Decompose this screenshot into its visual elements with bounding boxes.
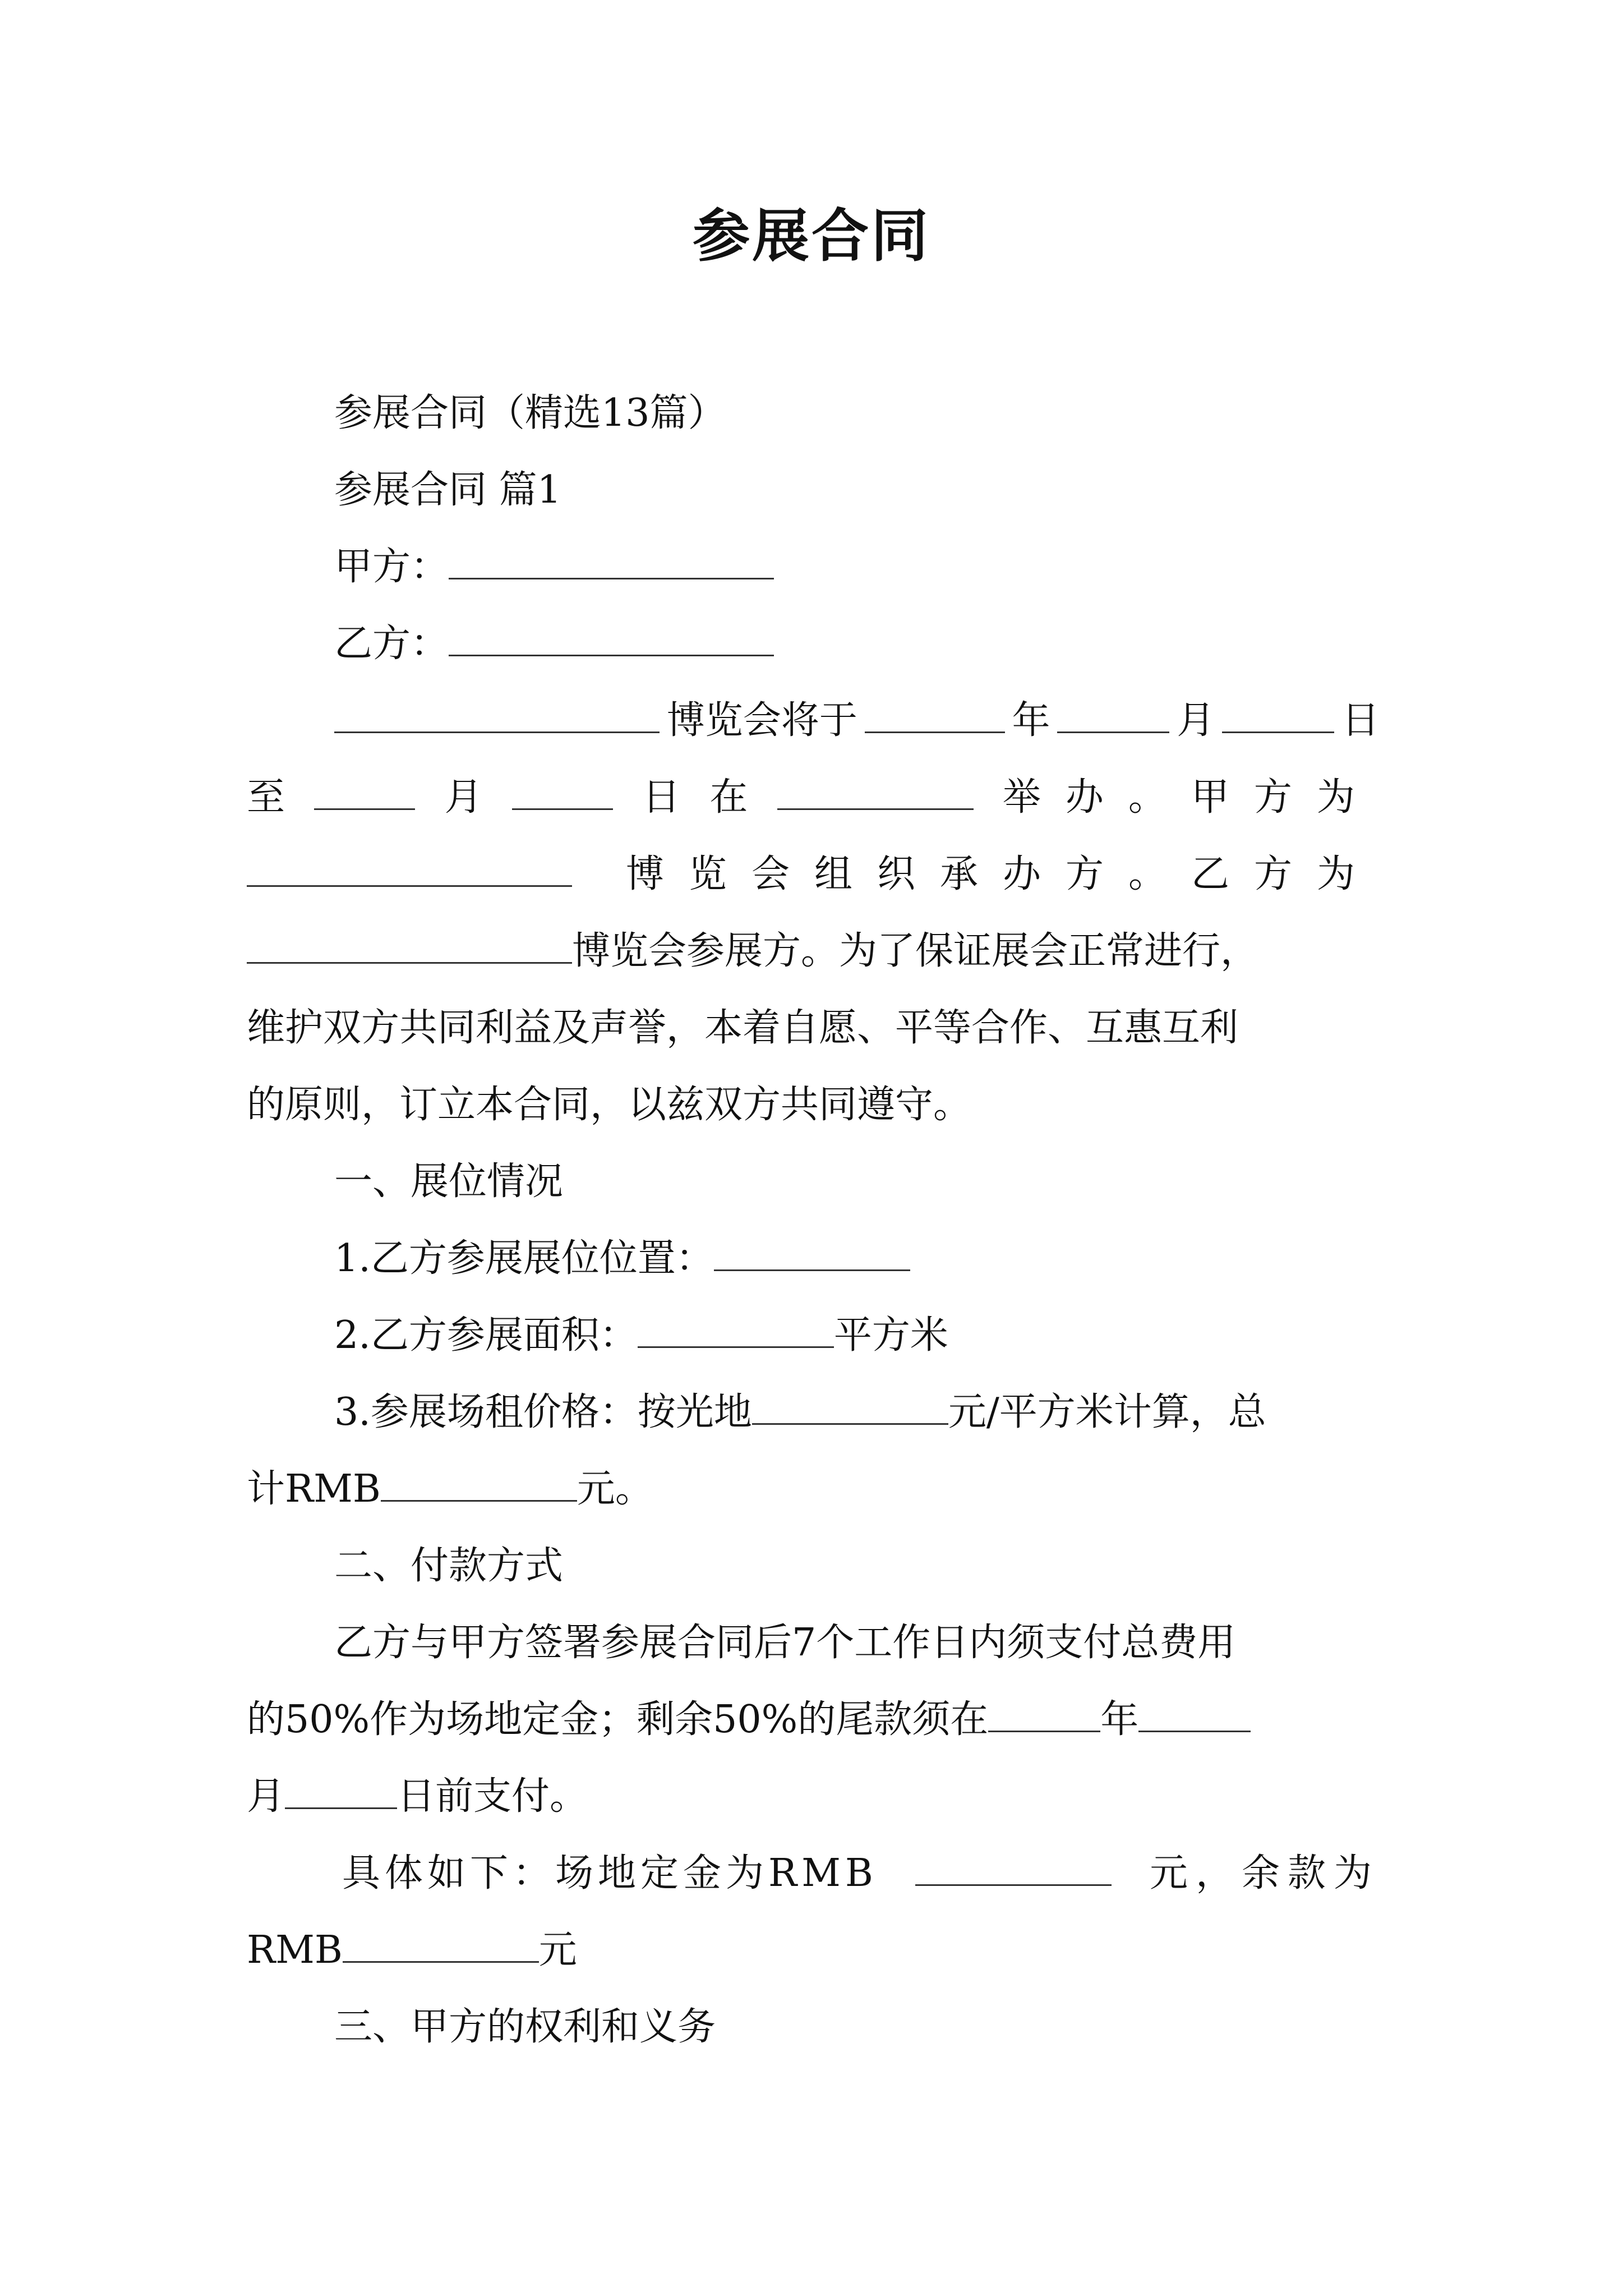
end-day-text: 日 [642, 775, 681, 820]
end-month-text: 月 [444, 775, 483, 820]
balance-month-text: 月 [247, 1774, 285, 1819]
held-text: 举办。甲方为 [1002, 775, 1380, 820]
payment-line-1: 乙方与甲方签署参展合同后7个工作日内须支付总费用 [334, 1621, 1236, 1665]
exhibitor-blank [247, 928, 572, 964]
deposit-blank [915, 1851, 1112, 1886]
year-text: 年 [1012, 698, 1050, 743]
section-3-heading: 三、甲方的权利和义务 [334, 2005, 716, 2049]
booth-location-blank [714, 1236, 910, 1271]
total-suffix: 元。 [577, 1467, 653, 1511]
start-day-blank [1222, 698, 1334, 733]
party-a-blank [449, 544, 774, 579]
area-blank [638, 1313, 834, 1348]
item-2-label: 2.乙方参展面积： [334, 1313, 638, 1358]
document-title: 参展合同 [693, 203, 930, 270]
payment-line-3-rest: 日前支付。 [397, 1774, 588, 1819]
payment-line-3 [247, 1758, 1380, 1835]
venue-blank [777, 775, 974, 810]
document-subtitle: 参展合同（精选13篇） [334, 391, 726, 435]
detail-line-2 [247, 1912, 1380, 1989]
intro-line-4 [247, 913, 1380, 990]
intro-line-5: 维护双方共同利益及声誉，本着自愿、平等合作、互惠互利 [247, 1006, 1239, 1050]
balance-amount-blank [343, 1927, 539, 1963]
section-2-heading: 二、付款方式 [334, 1544, 564, 1588]
document-body [247, 375, 1380, 2065]
intro-line-2 [247, 759, 1380, 836]
balance-year-blank [988, 1697, 1100, 1732]
item-1-line [247, 1220, 1380, 1297]
balance-year-text: 年 [1100, 1697, 1139, 1742]
fair-will-text: 博览会将于 [666, 698, 857, 743]
section-1-heading: 一、展位情况 [334, 1159, 564, 1204]
day-text: 日 [1341, 698, 1380, 743]
item-3-total-line [247, 1451, 1380, 1527]
item-3-label: 3.参展场租价格：按光地 [334, 1390, 752, 1434]
start-year-blank [865, 698, 1005, 733]
balance-text: 元，余款为 [1149, 1851, 1380, 1895]
party-a-line [247, 528, 1380, 605]
intro-line-1 [247, 682, 1380, 759]
total-prefix: 计RMB [247, 1467, 381, 1511]
deposit-text: 具体如下：场地定金为RMB [342, 1851, 878, 1895]
fair-name-blank [334, 698, 660, 733]
item-2-unit: 平方米 [833, 1313, 948, 1358]
party-b-line [247, 605, 1380, 682]
balance-month-blank [1138, 1697, 1251, 1732]
total-blank [381, 1466, 577, 1502]
intro-line-6: 的原则，订立本合同，以兹双方共同遵守。 [247, 1083, 972, 1127]
item-1-label: 1.乙方参展展位位置： [334, 1236, 714, 1281]
detail-rmb: RMB [247, 1928, 343, 1972]
month-text: 月 [1177, 698, 1215, 743]
payment-line-2 [247, 1681, 1380, 1758]
end-month-blank [314, 775, 415, 810]
intro-line-3 [247, 836, 1380, 913]
organizer-blank [247, 852, 572, 887]
section-title: 参展合同 篇1 [334, 468, 561, 512]
to-text: 至 [247, 775, 285, 820]
item-3-mid: 元/平方米计算，总 [948, 1390, 1266, 1434]
detail-yuan: 元 [538, 1928, 577, 1972]
exhibitor-text: 博览会参展方。为了保证展会正常进行， [572, 929, 1259, 973]
start-month-blank [1057, 698, 1169, 733]
organizer-text: 博览会组织承办方。乙方为 [625, 852, 1380, 896]
party-a-label: 甲方： [334, 545, 449, 589]
unit-price-blank [752, 1389, 948, 1425]
party-b-label: 乙方： [334, 622, 449, 666]
item-2-line [247, 1297, 1380, 1374]
party-b-blank [449, 621, 774, 656]
at-text: 在 [709, 775, 748, 820]
payment-line-2-text: 的50%作为场地定金；剩余50%的尾款须在 [247, 1697, 989, 1742]
detail-line-1 [247, 1835, 1380, 1912]
item-3-line [247, 1374, 1380, 1451]
balance-day-blank [285, 1774, 397, 1809]
end-day-blank [512, 775, 613, 810]
